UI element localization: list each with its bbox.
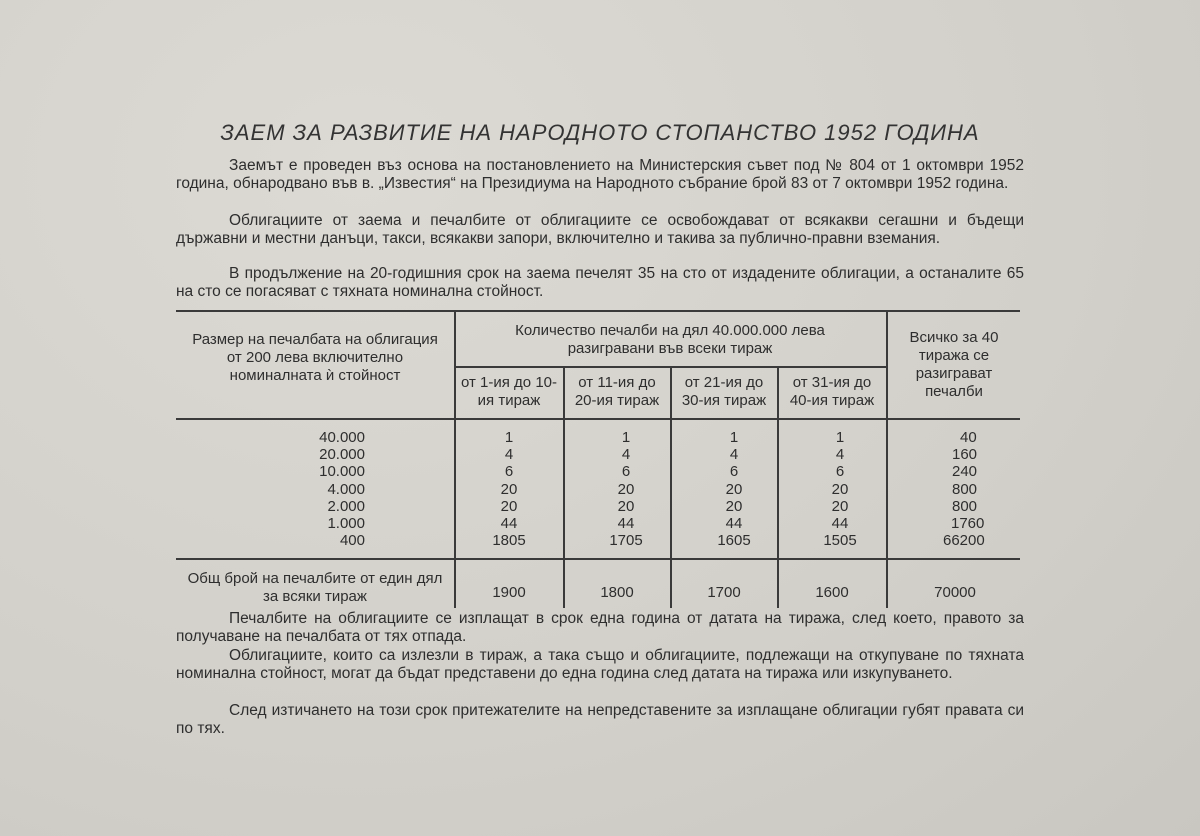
footer-label: Общ брой на печалбите от един дял за всяки тираж — [187, 570, 443, 605]
paragraph-payout-term: Печалбите на облигациите се изплащат в срок една година от датата на тиража, след което, правото за получаване на печалбата от тях отпада. — [176, 610, 1024, 645]
count-cell: 6 — [621, 463, 631, 481]
table-col-rule — [563, 366, 565, 608]
count-cell: 1805 — [492, 532, 526, 550]
prize-cell: 400 — [339, 532, 365, 550]
count-cell: 1 — [729, 429, 739, 446]
footer-total-4: 1600 — [815, 584, 849, 601]
count-cell: 4 — [729, 446, 739, 464]
table-rule-head — [176, 418, 1020, 420]
header-total: Всичко за 40 тиража се разиграват печалби — [909, 329, 999, 400]
subheader-draws-1-10: от 1-ия до 10-ия тираж — [461, 374, 557, 409]
total-cell: 800 — [952, 497, 978, 515]
count-cell: 20 — [831, 497, 849, 515]
count-cell: 20 — [617, 497, 635, 515]
count-cell: 1705 — [609, 532, 643, 550]
count-cell: 44 — [725, 515, 743, 533]
paragraph-expiry: След изтичането на този срок притежателите на непредставените за изплащане облигации губят правата си по тях. — [176, 702, 1024, 737]
count-cell: 4 — [621, 446, 631, 464]
prize-cell: 4.000 — [327, 480, 365, 498]
count-cell: 20 — [500, 480, 518, 498]
paragraph-loan-term: В продължение на 20-годишния срок на заема печелят 35 на сто от издадените облигации, а останалите 65 на сто се погасяват с тяхната номинална стойност. — [176, 265, 1024, 300]
prize-cell: 2.000 — [327, 497, 365, 515]
prize-cell: 20.000 — [319, 446, 365, 464]
count-cell: 20 — [500, 497, 518, 515]
count-cell: 44 — [831, 515, 849, 533]
count-column-1 — [455, 429, 563, 549]
subheader-draws-31-40: от 31-ия до 40-ия тираж — [789, 374, 875, 409]
header-prize-size: Размер на печалбата на облигация от 200 лева включително номиналната ѝ стойност — [192, 331, 438, 384]
prize-cell: 1.000 — [327, 515, 365, 533]
count-cell: 1 — [835, 429, 845, 446]
total-cell: 40 — [960, 429, 977, 446]
count-column-2 — [572, 429, 680, 549]
table-rule-body — [176, 558, 1020, 560]
count-cell: 20 — [725, 480, 743, 498]
footer-total-3: 1700 — [707, 584, 741, 601]
document-title: ЗАЕМ ЗА РАЗВИТИЕ НА НАРОДНОТО СТОПАНСТВО 1952 ГОДИНА — [220, 120, 980, 145]
total-cell: 66200 — [943, 532, 985, 550]
count-cell: 44 — [500, 515, 518, 533]
subheader-draws-11-20: от 11-ия до 20-ия тираж — [574, 374, 660, 409]
prize-cell: 40.000 — [319, 429, 365, 446]
table-rule-top — [176, 310, 1020, 312]
count-cell: 4 — [835, 446, 845, 464]
count-cell: 1505 — [823, 532, 857, 550]
count-cell: 20 — [831, 480, 849, 498]
total-cell: 160 — [952, 446, 978, 464]
count-cell: 4 — [504, 446, 514, 464]
footer-grand-total: 70000 — [934, 584, 976, 601]
table-row — [250, 429, 365, 549]
count-cell: 6 — [835, 463, 845, 481]
count-column-3 — [680, 429, 788, 549]
footer-total-2: 1800 — [600, 584, 634, 601]
total-cell: 1760 — [951, 515, 985, 533]
paragraph-redemption: Облигациите, които са излезли в тираж, а така също и облигациите, подлежащи на откупуване по тяхната номинална стойност, могат да бъдат представени до една година след датата на тиража или изкупуването. — [176, 647, 1024, 682]
paragraph-decree: Заемът е проведен въз основа на постановлението на Министерския съвет под № 804 от 1 октомври 1952 година, обнародвано във в. „Известия“ на Президиума на Народното събрание брой 83 от 7 октомври 1952 година. — [176, 157, 1024, 192]
paragraph-tax-exemption: Облигациите от заема и печалбите от облигациите се освобождават от всякакви сегашни и бъдещи държавни и местни данъци, такси, всякакви запори, включително и такива за публично-правни вземания. — [176, 212, 1024, 247]
count-cell: 1 — [504, 429, 514, 446]
count-cell: 20 — [725, 497, 743, 515]
count-cell: 1 — [621, 429, 631, 446]
count-column-4 — [786, 429, 894, 549]
prize-cell: 10.000 — [319, 463, 365, 481]
footer-total-1: 1900 — [492, 584, 526, 601]
total-column — [925, 429, 1015, 549]
count-cell: 6 — [504, 463, 514, 481]
total-cell: 240 — [952, 463, 978, 481]
total-cell: 800 — [952, 480, 978, 498]
subheader-draws-21-30: от 21-ия до 30-ия тираж — [681, 374, 767, 409]
header-prize-count: Количество печалби на дял 40.000.000 лева разигравани във всеки тираж — [515, 322, 825, 357]
count-cell: 6 — [729, 463, 739, 481]
count-cell: 20 — [617, 480, 635, 498]
count-cell: 44 — [617, 515, 635, 533]
count-cell: 1605 — [717, 532, 751, 550]
